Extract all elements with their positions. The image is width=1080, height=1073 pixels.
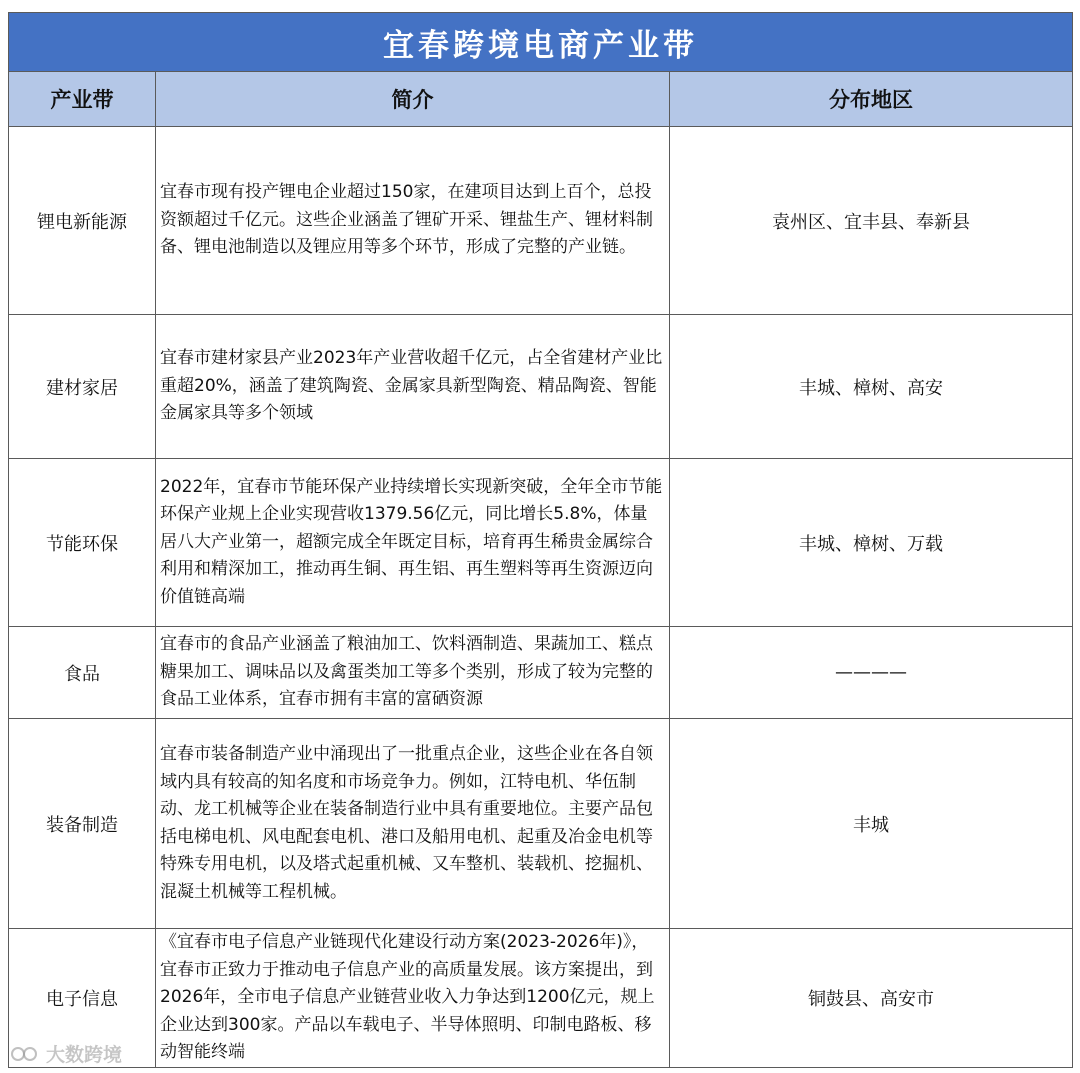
table-row — [9, 315, 1073, 459]
industry-table — [8, 12, 1073, 1068]
watermark-text: 大数跨境 — [46, 1044, 123, 1066]
row-regions: 丰城 — [670, 719, 1073, 929]
row-description: 宜春市的食品产业涵盖了粮油加工、饮料酒制造、果蔬加工、糕点糖果加工、调味品以及禽蛋类加工等多个类别，形成了较为完整的食品工业体系，宜春市拥有丰富的富硒资源 — [156, 627, 670, 719]
table-title: 宜春跨境电商产业带 — [9, 13, 1073, 72]
brand-logo-icon — [10, 1043, 40, 1065]
header-regions: 分布地区 — [670, 72, 1073, 127]
header-row — [9, 72, 1073, 127]
header-category: 产业带 — [9, 72, 156, 127]
row-category: 锂电新能源 — [9, 127, 156, 315]
row-description: 宜春市装备制造产业中涌现出了一批重点企业，这些企业在各自领域内具有较高的知名度和市场竞争力。例如，江特电机、华伍制动、龙工机械等企业在装备制造行业中具有重要地位。主要产品包括电梯电机、风电配套电机、港口及船用电机、起重及冶金电机等特殊专用电机，以及塔式起重机械、又车整机、装载机、挖掘机、混凝土机械等工程机械。 — [156, 719, 670, 929]
row-category: 食品 — [9, 627, 156, 719]
row-regions: 丰城、樟树、万载 — [670, 459, 1073, 627]
table-row — [9, 719, 1073, 929]
row-regions: ———— — [670, 627, 1073, 719]
row-description: 宜春市现有投产锂电企业超过150家，在建项目达到上百个，总投资额超过千亿元。这些企业涵盖了锂矿开采、锂盐生产、锂材料制备、锂电池制造以及锂应用等多个环节，形成了完整的产业链。 — [156, 127, 670, 315]
row-regions: 丰城、樟树、高安 — [670, 315, 1073, 459]
row-category: 装备制造 — [9, 719, 156, 929]
row-category: 建材家居 — [9, 315, 156, 459]
table-row — [9, 929, 1073, 1068]
row-regions: 铜鼓县、高安市 — [670, 929, 1073, 1068]
row-category: 电子信息 — [9, 929, 156, 1068]
row-description: 2022年，宜春市节能环保产业持续增长实现新突破，全年全市节能环保产业规上企业实现营收1379.56亿元，同比增长5.8%，体量居八大产业第一，超额完成全年既定目标，培育再生稀贵金属综合利用和精深加工，推动再生铜、再生铝、再生塑料等再生资源迈向价值链高端 — [156, 459, 670, 627]
row-description: 宜春市建材家县产业2023年产业营收超千亿元，占全省建材产业比重超20%，涵盖了建筑陶瓷、金属家具新型陶瓷、精品陶瓷、智能金属家具等多个领域 — [156, 315, 670, 459]
table-row — [9, 459, 1073, 627]
row-description: 《宜春市电子信息产业链现代化建设行动方案(2023-2026年)》，宜春市正致力于推动电子信息产业的高质量发展。该方案提出，到2026年，全市电子信息产业链营业收入力争达到1200亿元，规上企业达到300家。产品以车载电子、半导体照明、印制电路板、移动智能终端 — [156, 929, 670, 1068]
header-description: 简介 — [156, 72, 670, 127]
table-row — [9, 627, 1073, 719]
row-category: 节能环保 — [9, 459, 156, 627]
table-row — [9, 127, 1073, 315]
watermark — [10, 1040, 122, 1067]
row-regions: 袁州区、宜丰县、奉新县 — [670, 127, 1073, 315]
title-row — [9, 13, 1073, 72]
industry-table-sheet — [8, 12, 1072, 1068]
